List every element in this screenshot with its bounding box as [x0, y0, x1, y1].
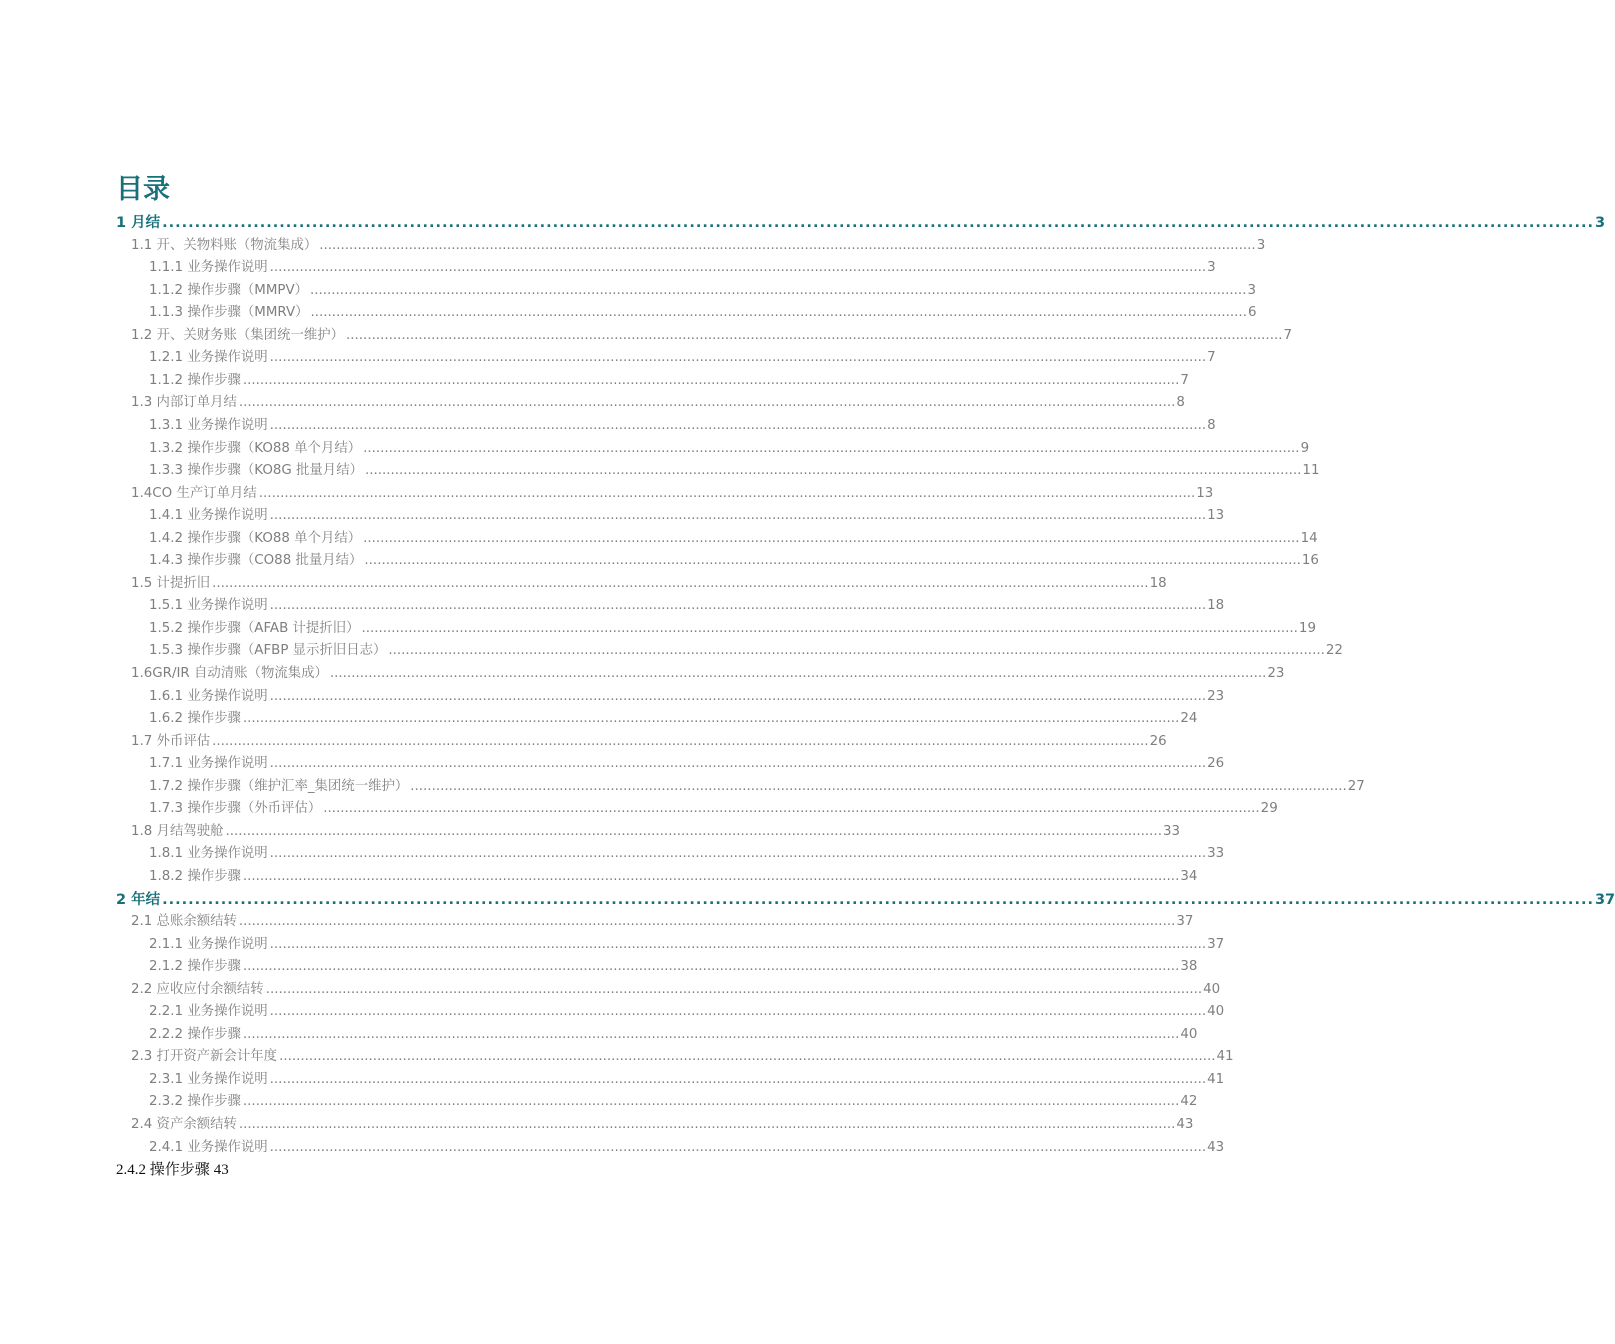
- toc-entry-label: 1 月结: [116, 215, 161, 231]
- toc-entry-page: 18: [1149, 575, 1167, 591]
- toc-entry-label: 1.3.2 操作步骤（KO88 单个月结）: [149, 440, 362, 456]
- toc-entry-label: 2 年结: [116, 891, 161, 908]
- toc-entry-label: 1.7.2 操作步骤（维护汇率_集团统一维护）: [149, 778, 409, 794]
- toc-entry-page: 6: [1247, 305, 1257, 321]
- toc-entry-label: 1.4.2 操作步骤（KO88 单个月结）: [149, 530, 362, 546]
- toc-entry-label: 2.2.1 业务操作说明: [149, 1004, 268, 1020]
- toc-entry-subsection[interactable]: [149, 438, 1310, 460]
- toc-entry-page: 9: [1300, 440, 1310, 456]
- toc-entry-page: 41: [1216, 1049, 1234, 1065]
- toc-entry-page: 33: [1207, 846, 1225, 862]
- toc-entry-label: 1.1.3 操作步骤（MMRV）: [149, 305, 309, 321]
- dot-leader: ............................................................................................................................................................................................................................: [269, 936, 1207, 952]
- toc-entry-page: 11: [1302, 463, 1320, 479]
- toc-entry-subsection[interactable]: [149, 528, 1318, 550]
- toc-entry-page: 40: [1203, 981, 1221, 997]
- dot-leader: ............................................................................................................................................................................................................................: [269, 260, 1207, 276]
- dot-leader: ............................................................................................................................................................................................................................: [225, 823, 1162, 839]
- toc-entry-subsection[interactable]: [149, 753, 1225, 775]
- dot-leader: ............................................................................................................................................................................................................................: [329, 666, 1267, 681]
- dot-leader: ............................................................................................................................................................................................................................: [269, 508, 1207, 524]
- toc-entry-page: 24: [1180, 711, 1198, 727]
- toc-entry-subsection[interactable]: [149, 1091, 1198, 1113]
- dot-leader: ............................................................................................................................................................................................................................: [388, 643, 1325, 659]
- toc-entry-page: 27: [1347, 778, 1365, 794]
- toc-entry-section[interactable]: [131, 911, 1194, 933]
- toc-entry-label: 1.7.3 操作步骤（外币评估）: [149, 801, 322, 817]
- toc-entry-page: 43: [213, 1162, 229, 1178]
- toc-entry-subsection[interactable]: [149, 640, 1343, 662]
- dot-leader: ............................................................................................................................................................................................................................: [269, 1139, 1207, 1155]
- dot-leader: ............................................................................................................................................................................................................................: [269, 1004, 1207, 1020]
- dot-leader: ............................................................................................................................................................................................................................: [265, 981, 1203, 997]
- toc-entry-page: 19: [1298, 620, 1316, 636]
- toc-entry-subsection[interactable]: [149, 1137, 1225, 1159]
- dot-leader: ............................................................................................................................................................................................................................: [363, 530, 1300, 546]
- toc-entry-subsection[interactable]: [149, 618, 1316, 640]
- toc-entry-page: 3: [1207, 260, 1216, 276]
- toc-entry-page: 3: [1247, 282, 1256, 298]
- toc-entry-page: 37: [1594, 891, 1615, 908]
- dot-leader: ............................................................................................................................................................................................................................: [346, 327, 1283, 343]
- toc-entry-label: 2.2.2 操作步骤: [149, 1026, 241, 1042]
- toc-entry-page: 42: [1180, 1094, 1198, 1110]
- toc-entry-label: 1.1.1 业务操作说明: [149, 260, 268, 276]
- toc-entry-label: 2.4.1 业务操作说明: [149, 1139, 268, 1155]
- dot-leader: ............................................................................................................................................................................................................................: [212, 733, 1149, 749]
- toc-entry-label: 1.6GR/IR 自动清账（物流集成）: [131, 666, 328, 681]
- toc-entry-page: 29: [1260, 801, 1278, 817]
- toc-entry-page: 40: [1180, 1026, 1198, 1042]
- toc-entry-page: 37: [1207, 936, 1225, 952]
- dot-leader: ............................................................................................................................................................................................................................: [319, 237, 1256, 253]
- toc-entry-page: 7: [1180, 372, 1189, 388]
- toc-entry-label: 1.6.2 操作步骤: [149, 711, 241, 727]
- toc-entry-section[interactable]: [131, 979, 1221, 1001]
- toc-entry-page: 13: [1207, 508, 1225, 524]
- toc-entry-page: 23: [1267, 666, 1285, 681]
- dot-leader: ............................................................................................................................................................................................................................: [242, 959, 1180, 975]
- toc-entry-label: 1.8 月结驾驶舱: [131, 823, 224, 839]
- dot-leader: ............................................................................................................................................................................................................................: [162, 891, 1594, 908]
- toc-entry-label: 1.1 开、关物料账（物流集成）: [131, 237, 318, 253]
- toc-entry-label: 1.1.2 操作步骤: [149, 372, 241, 388]
- dot-leader: ............................................................................................................................................................................................................................: [364, 553, 1301, 569]
- toc-entry-subsection[interactable]: [149, 1001, 1225, 1023]
- toc-entry-page: 16: [1301, 553, 1319, 569]
- toc-entry-label: 1.1.2 操作步骤（MMPV）: [149, 282, 309, 298]
- toc-entry-page: 14: [1300, 530, 1318, 546]
- toc-entry-subsection[interactable]: [149, 280, 1256, 302]
- toc-entry-label: 1.2.1 业务操作说明: [149, 350, 268, 366]
- toc-entry-page: 3: [1594, 215, 1606, 231]
- toc-entry-page: 8: [1176, 395, 1185, 411]
- toc-entry-section[interactable]: [131, 483, 1214, 505]
- toc-entry-page: 23: [1207, 688, 1225, 704]
- dot-leader: ............................................................................................................................................................................................................................: [269, 1071, 1207, 1087]
- dot-leader: ............................................................................................................................................................................................................................: [364, 463, 1302, 479]
- toc-entry-page: 8: [1207, 417, 1216, 433]
- toc-entry-chapter[interactable]: [116, 889, 1615, 911]
- toc-entry-section[interactable]: [131, 573, 1167, 595]
- toc-entry-page: 7: [1283, 327, 1292, 343]
- dot-leader: ............................................................................................................................................................................................................................: [242, 711, 1180, 727]
- dot-leader: ............................................................................................................................................................................................................................: [162, 215, 1594, 231]
- dot-leader: ............................................................................................................................................................................................................................: [238, 1117, 1176, 1132]
- toc-entry-label: 1.8.1 业务操作说明: [149, 846, 268, 862]
- toc-entry-subsection[interactable]: [149, 843, 1225, 865]
- toc-entry-page: 18: [1207, 598, 1225, 614]
- toc-entry-label: 2.1 总账余额结转: [131, 914, 237, 930]
- toc-entry-subsection[interactable]: [149, 934, 1225, 956]
- toc-entry-section[interactable]: [131, 325, 1292, 347]
- toc-entry-page: 26: [1207, 756, 1225, 772]
- dot-leader: ............................................................................................................................................................................................................................: [269, 846, 1207, 862]
- toc-entry-section[interactable]: [131, 392, 1185, 414]
- toc-entry-subsection[interactable]: [149, 708, 1198, 730]
- toc-entry-subsection[interactable]: [149, 956, 1198, 978]
- toc-entry-label: 2.4 资产余额结转: [131, 1117, 237, 1132]
- dot-leader: ............................................................................................................................................................................................................................: [242, 1094, 1180, 1110]
- toc-entry-label: 1.5 计提折旧: [131, 575, 211, 591]
- toc-entry-label: 1.7.1 业务操作说明: [149, 756, 268, 772]
- toc-entry-subsection[interactable]: [149, 776, 1365, 798]
- toc-entry-label: 2.3.1 业务操作说明: [149, 1071, 268, 1087]
- toc-entry-label: 1.6.1 业务操作说明: [149, 688, 268, 704]
- toc-entry-page: 33: [1162, 823, 1180, 839]
- dot-leader: ............................................................................................................................................................................................................................: [310, 305, 1247, 321]
- toc-entry-page: 3: [1256, 237, 1266, 253]
- dot-leader: ............................................................................................................................................................................................................................: [410, 778, 1347, 794]
- toc-entry-section[interactable]: [131, 1046, 1234, 1068]
- dot-leader: ............................................................................................................................................................................................................................: [269, 417, 1207, 433]
- toc-entry-subsection[interactable]: [149, 415, 1216, 437]
- toc-entry-subsection[interactable]: [149, 595, 1225, 617]
- dot-leader: ............................................................................................................................................................................................................................: [212, 575, 1149, 591]
- toc-entry-subsection[interactable]: [149, 505, 1225, 527]
- toc-entry-subsection[interactable]: [149, 370, 1189, 392]
- dot-leader: ............................................................................................................................................................................................................................: [238, 914, 1176, 930]
- toc-entry-label: 1.4.3 操作步骤（CO88 批量月结）: [149, 553, 363, 569]
- toc-entry-section[interactable]: [131, 235, 1266, 257]
- toc-entry-page: 22: [1325, 643, 1343, 659]
- toc-entry-section[interactable]: [131, 821, 1180, 843]
- toc-entry-subsection[interactable]: [149, 302, 1257, 324]
- toc-entry-page: 43: [1176, 1117, 1194, 1132]
- toc-entry-label: 1.3 内部订单月结: [131, 395, 237, 411]
- dot-leader: ............................................................................................................................................................................................................................: [258, 485, 1196, 501]
- toc-entry-page: 7: [1207, 350, 1216, 366]
- toc-entry-label: 2.3.2 操作步骤: [149, 1094, 241, 1110]
- dot-leader: ............................................................................................................................................................................................................................: [269, 756, 1207, 772]
- toc-entry-subsection[interactable]: [149, 347, 1216, 369]
- toc-entry-section[interactable]: [131, 663, 1285, 685]
- toc-entry-page: 34: [1180, 868, 1198, 884]
- toc-entry-label: 2.4.2 操作步骤: [116, 1162, 210, 1178]
- toc-entry-label: 2.3 打开资产新会计年度: [131, 1049, 278, 1065]
- toc-entry-page: 37: [1176, 914, 1194, 930]
- toc-entry-chapter[interactable]: [116, 212, 1606, 234]
- toc-entry-subsection[interactable]: [149, 798, 1278, 820]
- toc-entry-subsection[interactable]: [149, 866, 1198, 888]
- toc-title: 目录: [116, 174, 170, 205]
- dot-leader: ............................................................................................................................................................................................................................: [238, 395, 1176, 411]
- toc-entry-label: 1.5.3 操作步骤（AFBP 显示折旧日志）: [149, 643, 387, 659]
- toc-entry-subsection[interactable]: [149, 550, 1319, 572]
- dot-leader: ............................................................................................................................................................................................................................: [242, 1026, 1180, 1042]
- toc-entry-label: 2.1.2 操作步骤: [149, 959, 241, 975]
- dot-leader: ............................................................................................................................................................................................................................: [279, 1049, 1216, 1065]
- toc-entry-page: 38: [1180, 959, 1198, 975]
- dot-leader: ............................................................................................................................................................................................................................: [269, 350, 1207, 366]
- toc-entry-section[interactable]: [131, 1114, 1194, 1136]
- toc-entry-page: 41: [1207, 1071, 1225, 1087]
- toc-entry-label: 2.1.1 业务操作说明: [149, 936, 268, 952]
- toc-entry-label: 1.5.2 操作步骤（AFAB 计提折旧）: [149, 620, 360, 636]
- dot-leader: ............................................................................................................................................................................................................................: [310, 282, 1247, 298]
- toc-entry-label: 1.3.1 业务操作说明: [149, 417, 268, 433]
- toc-entry-label: 2.2 应收应付余额结转: [131, 981, 264, 997]
- toc-entry-subsection[interactable]: [149, 1069, 1225, 1091]
- toc-entry-page: 13: [1196, 485, 1214, 501]
- dot-leader: ............................................................................................................................................................................................................................: [323, 801, 1260, 817]
- dot-leader: ............................................................................................................................................................................................................................: [269, 598, 1207, 614]
- toc-entry-subsection[interactable]: [149, 1024, 1198, 1046]
- toc-entry-label: 1.3.3 操作步骤（KO8G 批量月结）: [149, 463, 363, 479]
- toc-entry-subsection[interactable]: [149, 686, 1225, 708]
- dot-leader: ............................................................................................................................................................................................................................: [242, 372, 1180, 388]
- toc-entry-label: 1.7 外币评估: [131, 733, 211, 749]
- toc-entry-page: 40: [1207, 1004, 1225, 1020]
- dot-leader: ............................................................................................................................................................................................................................: [242, 868, 1180, 884]
- toc-entry-page: 26: [1149, 733, 1167, 749]
- toc-entry-subsection[interactable]: [149, 257, 1216, 279]
- toc-entry-page: 43: [1207, 1139, 1225, 1155]
- toc-entry-label: 1.5.1 业务操作说明: [149, 598, 268, 614]
- toc-entry-subsection[interactable]: [149, 460, 1320, 482]
- toc-entry-label: 1.4.1 业务操作说明: [149, 508, 268, 524]
- dot-leader: ............................................................................................................................................................................................................................: [363, 440, 1300, 456]
- dot-leader: ............................................................................................................................................................................................................................: [361, 620, 1298, 636]
- toc-entry-section[interactable]: [131, 731, 1167, 753]
- toc-entry-label: 1.2 开、关财务账（集团统一维护）: [131, 327, 345, 343]
- toc-entry-label: 1.8.2 操作步骤: [149, 868, 241, 884]
- toc-entry-label: 1.4CO 生产订单月结: [131, 485, 257, 501]
- toc-entry-plain: [116, 1159, 229, 1181]
- dot-leader: ............................................................................................................................................................................................................................: [269, 688, 1207, 704]
